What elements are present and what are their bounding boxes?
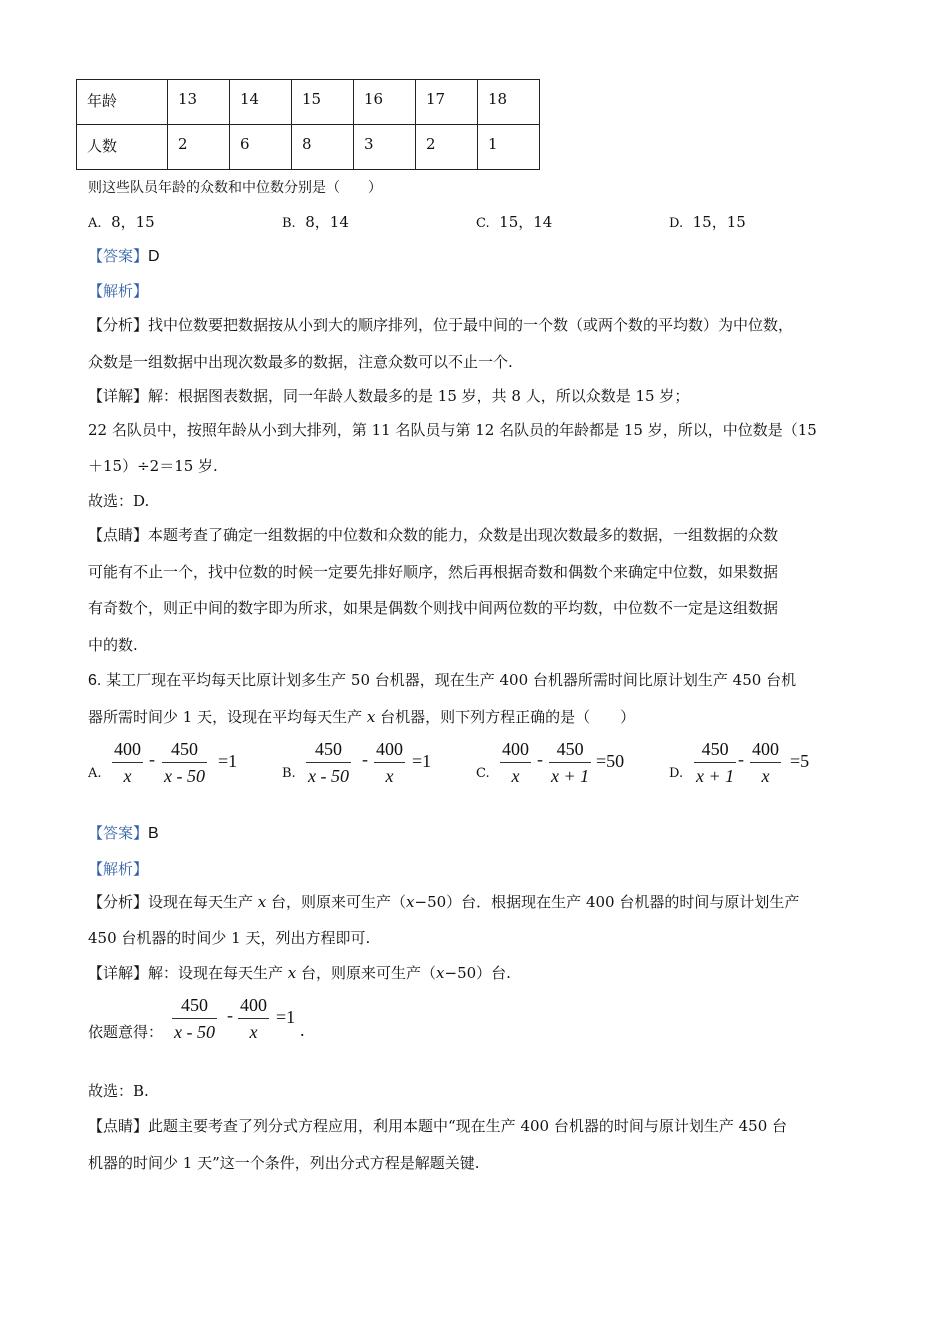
variable-x: x [287, 964, 297, 982]
denominator: x - 50 [164, 766, 205, 786]
option-letter: B. [282, 216, 296, 231]
dianjing-tag: 【点睛】 [88, 1117, 149, 1135]
equation-rhs: =50 [596, 751, 625, 771]
table-cell: 17 [416, 80, 478, 125]
q6-answer [88, 822, 159, 843]
option-text: 15，15 [692, 213, 746, 231]
minus-sign: - [362, 749, 368, 769]
fenxi-text: −50）台．根据现在生产 400 台机器的时间与原计划生产 [414, 893, 800, 911]
option-letter: B. [282, 766, 296, 781]
denominator: x [249, 1022, 258, 1042]
answer-tag: 【答案】 [88, 247, 149, 265]
dianjing-text: 本题考查了确定一组数据的中位数和众数的能力，众数是出现次数最多的数据，一组数据的众数 [148, 526, 779, 544]
q5-jiexi-tag: 【解析】 [88, 282, 149, 300]
equation-rhs: =1 [218, 751, 238, 771]
table-cell: 6 [230, 125, 292, 170]
xiangjie-text: 台，则原来可生产（ [296, 964, 437, 982]
q5-option-d [669, 211, 746, 232]
variable-x: x [257, 893, 267, 911]
fenxi-text: 台，则原来可生产（ [266, 893, 407, 911]
option-text: 15，14 [499, 213, 553, 231]
denominator: x - 50 [308, 766, 349, 786]
fraction [112, 738, 143, 787]
option-letter: A. [88, 766, 102, 781]
dianjing-tag: 【点睛】 [88, 526, 149, 544]
table-cell: 16 [354, 80, 416, 125]
q5-answer [88, 245, 160, 266]
q5-guxuan: 故选：D. [88, 492, 150, 510]
minus-sign: - [227, 1005, 233, 1025]
option-letter: C. [476, 766, 490, 781]
table-cell: 18 [478, 80, 540, 125]
table-cell: 人数 [77, 125, 168, 170]
fenxi-tag: 【分析】 [88, 316, 149, 334]
stem-text: 器所需时间少 1 天，设现在平均每天生产 [88, 708, 367, 726]
fraction-bar [374, 762, 405, 763]
variable-x: x [366, 708, 376, 726]
q6-xiangjie-line1 [88, 962, 511, 983]
xiangjie-text: −50）台. [444, 964, 511, 982]
stem-text: 台机器，则下列方程正确的是（ ） [375, 708, 636, 726]
variable-x: x [436, 964, 445, 982]
equation-rhs: =5 [790, 751, 810, 771]
stem-text: 某工厂现在平均每天比原计划多生产 50 台机器，现在生产 400 台机器所需时间比原计划生产 450 台机 [106, 671, 797, 689]
q5-dianjing-line3: 有奇数个，则正中间的数字即为所求，如果是偶数个则找中间两位数的平均数，中位数不一定是这组数据 [88, 599, 779, 617]
q6-dianjing-line2: 机器的时间少 1 天”这一个条件，列出分式方程是解题关键. [88, 1154, 480, 1172]
xiangjie-text: 解：设现在每天生产 [148, 964, 288, 982]
numerator: 400 [376, 739, 403, 759]
denominator: x [385, 766, 394, 786]
q5-dianjing-line2: 可能有不止一个，找中位数的时候一定要先排好顺序，然后再根据奇数和偶数个来确定中位数，如果数据 [88, 563, 779, 581]
option-letter: A. [88, 216, 102, 231]
xiangjie-tag: 【详解】 [88, 964, 149, 982]
q5-xiangjie-line1 [88, 385, 689, 406]
numerator: 450 [170, 739, 198, 759]
table-cell: 14 [230, 80, 292, 125]
numerator: 450 [701, 739, 729, 759]
fraction [549, 738, 591, 787]
denominator: x [511, 766, 520, 786]
q6-dianjing-line1 [88, 1115, 787, 1136]
table-cell: 3 [354, 125, 416, 170]
q5-option-a [88, 211, 155, 232]
q5-dianjing-line1 [88, 524, 778, 545]
q6-fenxi-line2: 450 台机器的时间少 1 天，列出方程即可. [88, 929, 371, 947]
equation-period: . [300, 1020, 305, 1040]
table-row [77, 80, 540, 125]
equation-rhs: =1 [412, 751, 432, 771]
age-count-table [76, 79, 540, 170]
fraction-bar [750, 762, 781, 763]
numerator: 450 [556, 739, 584, 759]
variable-x: x [406, 893, 415, 911]
fraction [500, 738, 531, 787]
option-letter: D. [669, 766, 684, 781]
q5-stem: 则这些队员年龄的众数和中位数分别是（ ） [88, 180, 382, 196]
yiti-label: 依题意得： [88, 1023, 164, 1041]
q6-guxuan: 故选：B. [88, 1082, 149, 1100]
fraction [374, 738, 405, 787]
answer-value: B [148, 825, 159, 842]
fraction-bar [238, 1018, 269, 1019]
fraction-bar [162, 762, 207, 763]
xiangjie-tag: 【详解】 [88, 387, 149, 405]
option-text: 8，15 [111, 213, 155, 231]
q5-fenxi-line2: 众数是一组数据中出现次数最多的数据，注意众数可以不止一个. [88, 353, 513, 371]
table-cell: 2 [416, 125, 478, 170]
fraction [750, 738, 781, 787]
question-number: 6. [88, 672, 102, 689]
table-cell: 15 [292, 80, 354, 125]
numerator: 450 [314, 739, 342, 759]
fraction [162, 738, 207, 787]
table-cell: 年龄 [77, 80, 168, 125]
fenxi-tag: 【分析】 [88, 893, 149, 911]
fraction-bar [500, 762, 531, 763]
numerator: 400 [114, 739, 141, 759]
q6-jiexi-tag: 【解析】 [88, 860, 149, 878]
xiangjie-text: 解：根据图表数据，同一年龄人数最多的是 15 岁，共 8 人，所以众数是 15 岁； [148, 387, 690, 405]
option-text: 8，14 [305, 213, 349, 231]
minus-sign: - [738, 749, 744, 769]
denominator: x - 50 [174, 1022, 215, 1042]
table-cell: 1 [478, 125, 540, 170]
equation-rhs: =1 [276, 1007, 296, 1027]
q6-stem-line2 [88, 706, 635, 727]
fraction [238, 994, 269, 1043]
q5-option-b [282, 211, 349, 232]
q5-option-c [476, 211, 552, 232]
table-cell: 8 [292, 125, 354, 170]
fraction [172, 994, 217, 1043]
option-letter: D. [669, 216, 684, 231]
denominator: x + 1 [551, 766, 590, 786]
q5-dianjing-line4: 中的数. [88, 636, 138, 654]
numerator: 400 [752, 739, 779, 759]
minus-sign: - [537, 749, 543, 769]
fraction-bar [172, 1018, 217, 1019]
denominator: x [761, 766, 770, 786]
denominator: x + 1 [696, 766, 735, 786]
minus-sign: - [149, 749, 155, 769]
numerator: 400 [240, 995, 267, 1015]
q6-stem-line1 [88, 669, 796, 690]
table-cell: 2 [168, 125, 230, 170]
numerator: 450 [180, 995, 208, 1015]
fenxi-text: 设现在每天生产 [148, 893, 258, 911]
q5-xiangjie-line3: ＋15）÷2＝15 岁. [88, 457, 218, 475]
option-letter: C. [476, 216, 490, 231]
answer-tag: 【答案】 [88, 824, 149, 842]
fraction-bar [112, 762, 143, 763]
q6-fenxi-line1 [88, 891, 799, 912]
fenxi-text: 找中位数要把数据按从小到大的顺序排列，位于最中间的一个数（或两个数的平均数）为中位数， [148, 316, 794, 334]
table-row [77, 125, 540, 170]
q5-xiangjie-line2: 22 名队员中，按照年龄从小到大排列，第 11 名队员与第 12 名队员的年龄都是 15 岁，所以，中位数是（15 [88, 421, 817, 439]
fraction-bar [306, 762, 351, 763]
q5-fenxi-line1 [88, 314, 793, 335]
fraction [694, 738, 736, 787]
fraction [306, 738, 351, 787]
dianjing-text: 此题主要考查了列分式方程应用，利用本题中“现在生产 400 台机器的时间与原计划生产 450 台 [148, 1117, 788, 1135]
numerator: 400 [502, 739, 529, 759]
fraction-bar [549, 762, 591, 763]
table-cell: 13 [168, 80, 230, 125]
denominator: x [123, 766, 132, 786]
answer-value: D [148, 248, 160, 265]
fraction-bar [694, 762, 736, 763]
